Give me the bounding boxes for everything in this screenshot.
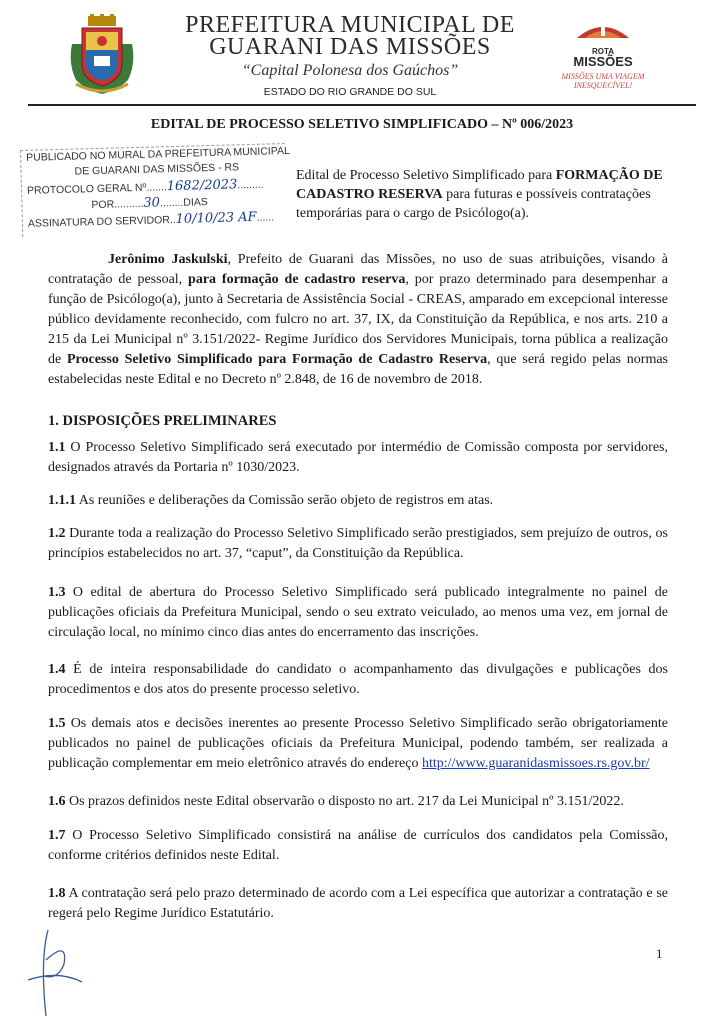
item-number: 1.3: [48, 585, 66, 600]
mayor-name: Jerônimo Jaskulski: [108, 252, 228, 267]
item-number: 1.4: [48, 662, 66, 677]
item-text: Durante toda a realização do Processo Seletivo Simplificado serão prestigiados, sem prejuízo de outros, os princípios estabelecidos no art. 37, “caput”, da Constituição da República.: [48, 526, 668, 561]
edital-title: EDITAL DE PROCESSO SELETIVO SIMPLIFICADO – Nº 006/2023: [150, 117, 574, 132]
stamp-protocol-label: PROTOCOLO GERAL Nº: [26, 181, 147, 197]
header-state: ESTADO DO RIO GRANDE DO SUL: [263, 86, 437, 98]
rota-word: ROTA: [591, 47, 615, 56]
item-text: Os demais atos e decisões inerentes ao presente Processo Seletivo Simplificado serão obrigatoriamente publicados no painel de publicações oficiais da Prefeitura Municipal, podendo também, ser realizada a publicação complementar em meio eletrônico através do endereço: [48, 716, 668, 771]
intro-text-2: , por prazo determinado para desempenhar a função de Psicólogo(a), junto à Secretaria de Assistência Social - CREAS, amparado em excepcional interesse público devidamente reconhecido, com fulcro no art. 37, IX, da Constituição da República, e nos arts. 210 a 215 da Lei Municipal nº 3.151/2022- Regime Jurídico dos Servidores Municipais, torna pública a realização de: [48, 272, 668, 367]
item-text: As reuniões e deliberações da Comissão serão objeto de registros em atas.: [76, 493, 494, 508]
stamp-dias: DIAS: [183, 196, 208, 209]
municipality-website-link[interactable]: http://www.guaranidasmissoes.rs.gov.br/: [421, 756, 650, 771]
municipal-crest-icon: [66, 14, 138, 96]
stamp-line4: POR..........30........DIAS: [91, 195, 208, 212]
item-text: O Processo Seletivo Simplificado consistirá na análise de currículos dos candidatos pela Comissão, conforme critérios definidos neste Edital.: [48, 828, 668, 863]
rota-slogan-1: MISSÕES UMA VIAGEM: [561, 72, 645, 81]
handwritten-signature-icon: [18, 920, 88, 1020]
summary-text-1: Edital de Processo Seletivo Simplificado para: [296, 168, 556, 183]
header-divider: [28, 104, 696, 106]
intro-text-3: , que será regido pelas normas estabelecidas neste Edital e no Decreto nº 2.848, de 16 de novembro de 2018.: [48, 352, 668, 387]
section-title-1: 1. DISPOSIÇÕES PRELIMINARES: [48, 413, 277, 429]
intro-text-1: , Prefeito de Guarani das Missões, no uso de suas atribuições, visando à contratação de pessoal,: [48, 252, 668, 287]
stamp-signature-value: 10/10/23 AF: [175, 209, 257, 227]
item-number: 1.8: [48, 886, 66, 901]
stamp-line5: ASSINATURA DO SERVIDOR..10/10/23 AF......: [27, 209, 275, 230]
item-1-2: [48, 524, 668, 564]
item-text: O edital de abertura do Processo Seletivo Simplificado será publicado integralmente no painel de publicações oficiais da Prefeitura Municipal, sendo o seu extrato veiculado, ao menos uma vez, em jornal de circulação local, no mínimo cinco dias antes do encerramento das inscrições.: [48, 585, 668, 640]
item-1-5: [48, 714, 668, 774]
stamp-por-label: POR: [91, 198, 115, 212]
item-number: 1.6: [48, 794, 66, 809]
stamp-line1: PUBLICADO NO MURAL DA PREFEITURA MUNICIPAL: [26, 144, 290, 164]
publication-stamp: [20, 143, 290, 238]
stamp-por-value: 30: [143, 195, 161, 211]
item-number: 1.5: [48, 716, 66, 731]
item-text: Os prazos definidos neste Edital observarão o disposto no art. 217 da Lei Municipal nº 3.151/2022.: [65, 794, 624, 809]
item-1-1: [48, 438, 668, 478]
stamp-line3: PROTOCOLO GERAL Nº.......1682/2023.........: [26, 177, 264, 197]
item-1-1-1: [48, 491, 668, 511]
item-1-4: [48, 660, 668, 700]
item-text: O Processo Seletivo Simplificado será executado por intermédio de Comissão composta por servidores, designados através da Portaria nº 1030/2023.: [48, 440, 668, 475]
item-text: É de inteira responsabilidade do candidato o acompanhamento das divulgações e publicações dos procedimentos e dos atos do presente processo seletivo.: [48, 662, 668, 697]
rota-slogan-2: INESQUECÍVEL!: [573, 81, 633, 90]
item-1-3: [48, 583, 668, 643]
header-motto: “Capital Polonesa dos Gaúchos”: [241, 62, 459, 79]
header-block: [160, 14, 540, 98]
item-number: 1.1: [48, 440, 66, 455]
intro-bold-1: para formação de cadastro reserva: [188, 272, 406, 287]
rota-missoes-logo: [548, 18, 658, 90]
rota-missoes-icon: [573, 18, 633, 40]
intro-bold-2: Processo Seletivo Simplificado para Formação de Cadastro Reserva: [66, 352, 488, 367]
header-title-line1: PREFEITURA MUNICIPAL DE: [185, 12, 515, 38]
intro-paragraph: [48, 250, 668, 390]
rota-name: MISSÕES: [573, 54, 633, 69]
item-1-6: [48, 792, 668, 812]
item-1-7: [48, 826, 668, 866]
item-number: 1.2: [48, 526, 66, 541]
page-number: 1: [656, 946, 663, 961]
header-title-line2: GUARANI DAS MISSÕES: [209, 34, 491, 60]
edital-summary: [296, 166, 668, 223]
stamp-line2: DE GUARANI DAS MISSÕES - RS: [74, 161, 240, 178]
item-number: 1.7: [48, 828, 66, 843]
item-1-8: [48, 884, 668, 924]
summary-bold: FORMAÇÃO DE CADASTRO RESERVA: [296, 168, 663, 202]
summary-text-2: para futuras e possíveis contratações temporárias para o cargo de Psicólogo(a).: [296, 187, 651, 221]
stamp-signature-label: ASSINATURA DO SERVIDOR: [27, 214, 171, 230]
item-number: 1.1.1: [48, 493, 76, 508]
stamp-protocol-value: 1682/2023: [166, 177, 238, 195]
item-text: A contratação será pelo prazo determinado de acordo com a Lei específica que autorizar a contratação e se regerá pelo Regime Jurídico Estatutário.: [48, 886, 668, 921]
